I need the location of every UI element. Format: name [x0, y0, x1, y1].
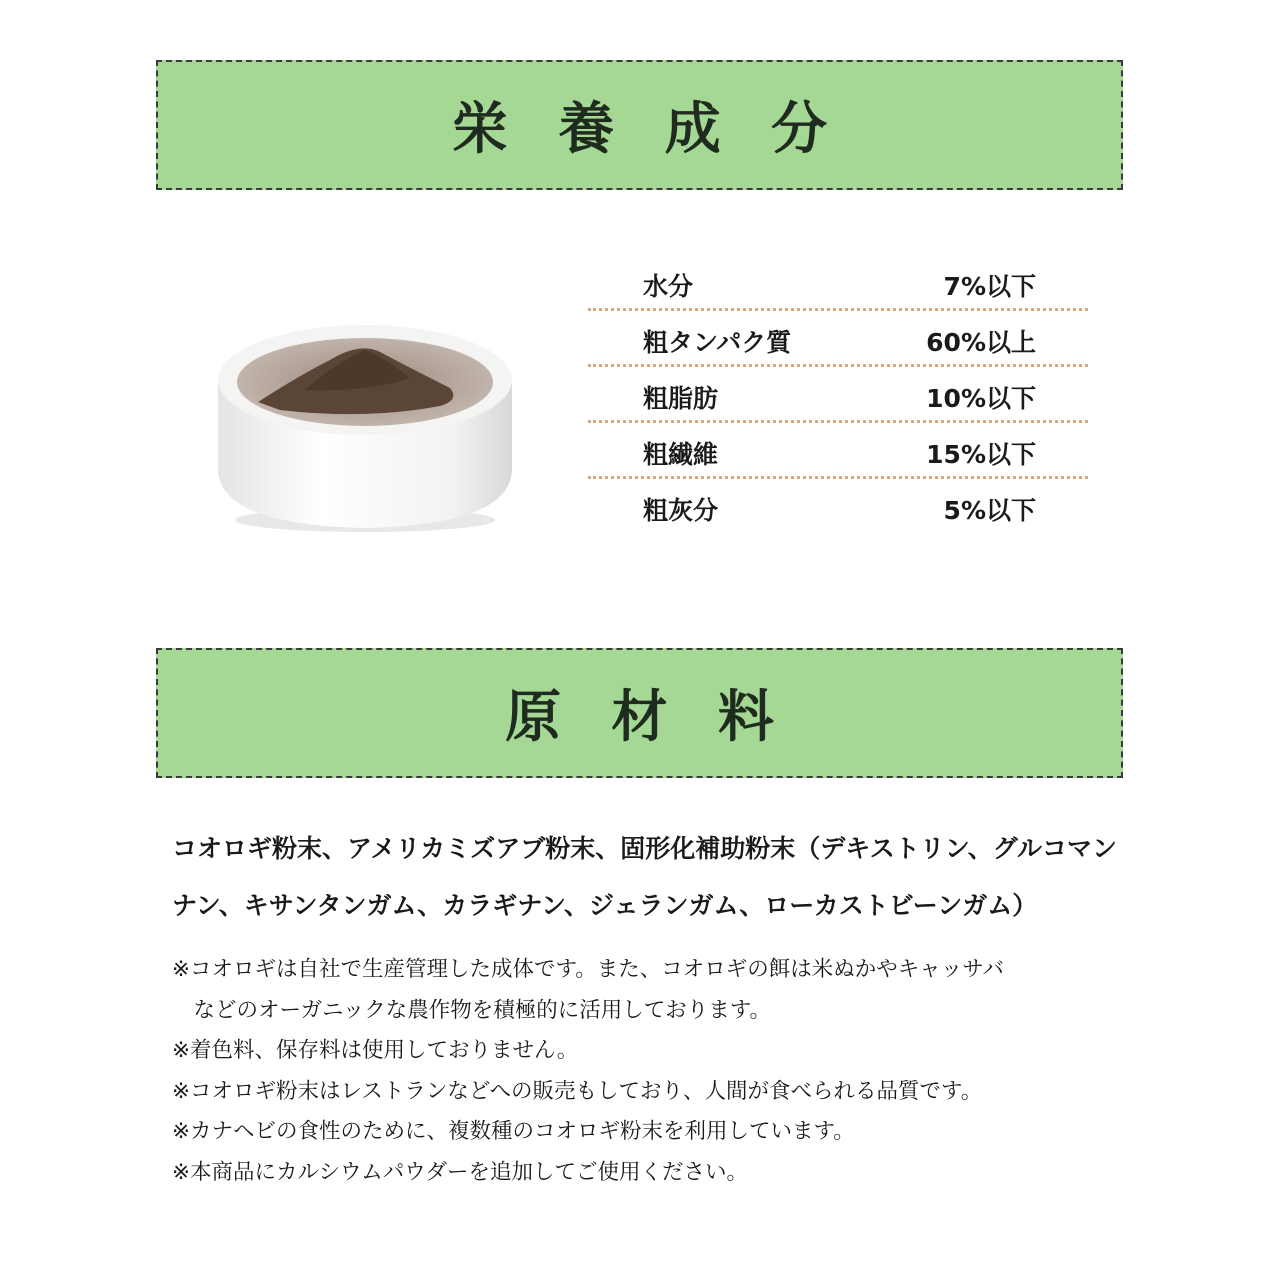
nutrition-row-ash: [588, 479, 1088, 535]
nutrition-row-fiber: [588, 423, 1088, 479]
note-item: ※本商品にカルシウムパウダーを追加してご使用ください。: [172, 1159, 749, 1185]
nutrition-row-protein: [588, 311, 1088, 367]
ingredients-list: コオロギ粉末、アメリカミズアブ粉末、固形化補助粉末（デキストリン、グルコマンナン、キサンタンガム、カラギナン、ジェランガム、ローカストビーンガム）: [172, 834, 1118, 920]
nutrition-heading: 栄養成分: [451, 97, 878, 162]
nutrition-row-moisture: [588, 255, 1088, 311]
note-item: ※コオロギ粉末はレストランなどへの販売もしており、人間が食べられる品質です。: [172, 1078, 983, 1104]
nutrient-value: 60%以上: [926, 328, 1036, 357]
note-item: ※コオロギは自社で生産管理した成体です。また、コオロギの餌は米ぬかやキャッサバ: [172, 957, 1005, 982]
note-item: などのオーガニックな農作物を積極的に活用しております。: [172, 997, 771, 1023]
nutrient-value: 5%以下: [943, 496, 1036, 525]
powder-bowl-image: [210, 320, 520, 535]
nutrient-name: 粗タンパク質: [643, 328, 792, 357]
note-item: ※カナヘビの食性のために、複数種のコオロギ粉末を利用しています。: [172, 1119, 855, 1144]
nutrient-name: 粗灰分: [643, 496, 719, 525]
nutrition-heading-banner: [156, 60, 1123, 190]
nutrient-value: 10%以下: [926, 384, 1036, 413]
nutrient-name: 水分: [643, 272, 694, 301]
nutrition-row-fat: [588, 367, 1088, 423]
ingredients-heading-banner: [156, 648, 1123, 778]
ingredients-notes: [172, 950, 1132, 1193]
nutrient-value: 7%以下: [943, 272, 1036, 301]
nutrient-value: 15%以下: [926, 440, 1036, 469]
nutrient-name: 粗繊維: [643, 440, 719, 469]
nutrition-table: [588, 255, 1088, 535]
nutrient-name: 粗脂肪: [643, 384, 719, 413]
ingredients-heading: 原材料: [505, 685, 825, 750]
note-item: ※着色料、保存料は使用しておりません。: [172, 1038, 579, 1063]
